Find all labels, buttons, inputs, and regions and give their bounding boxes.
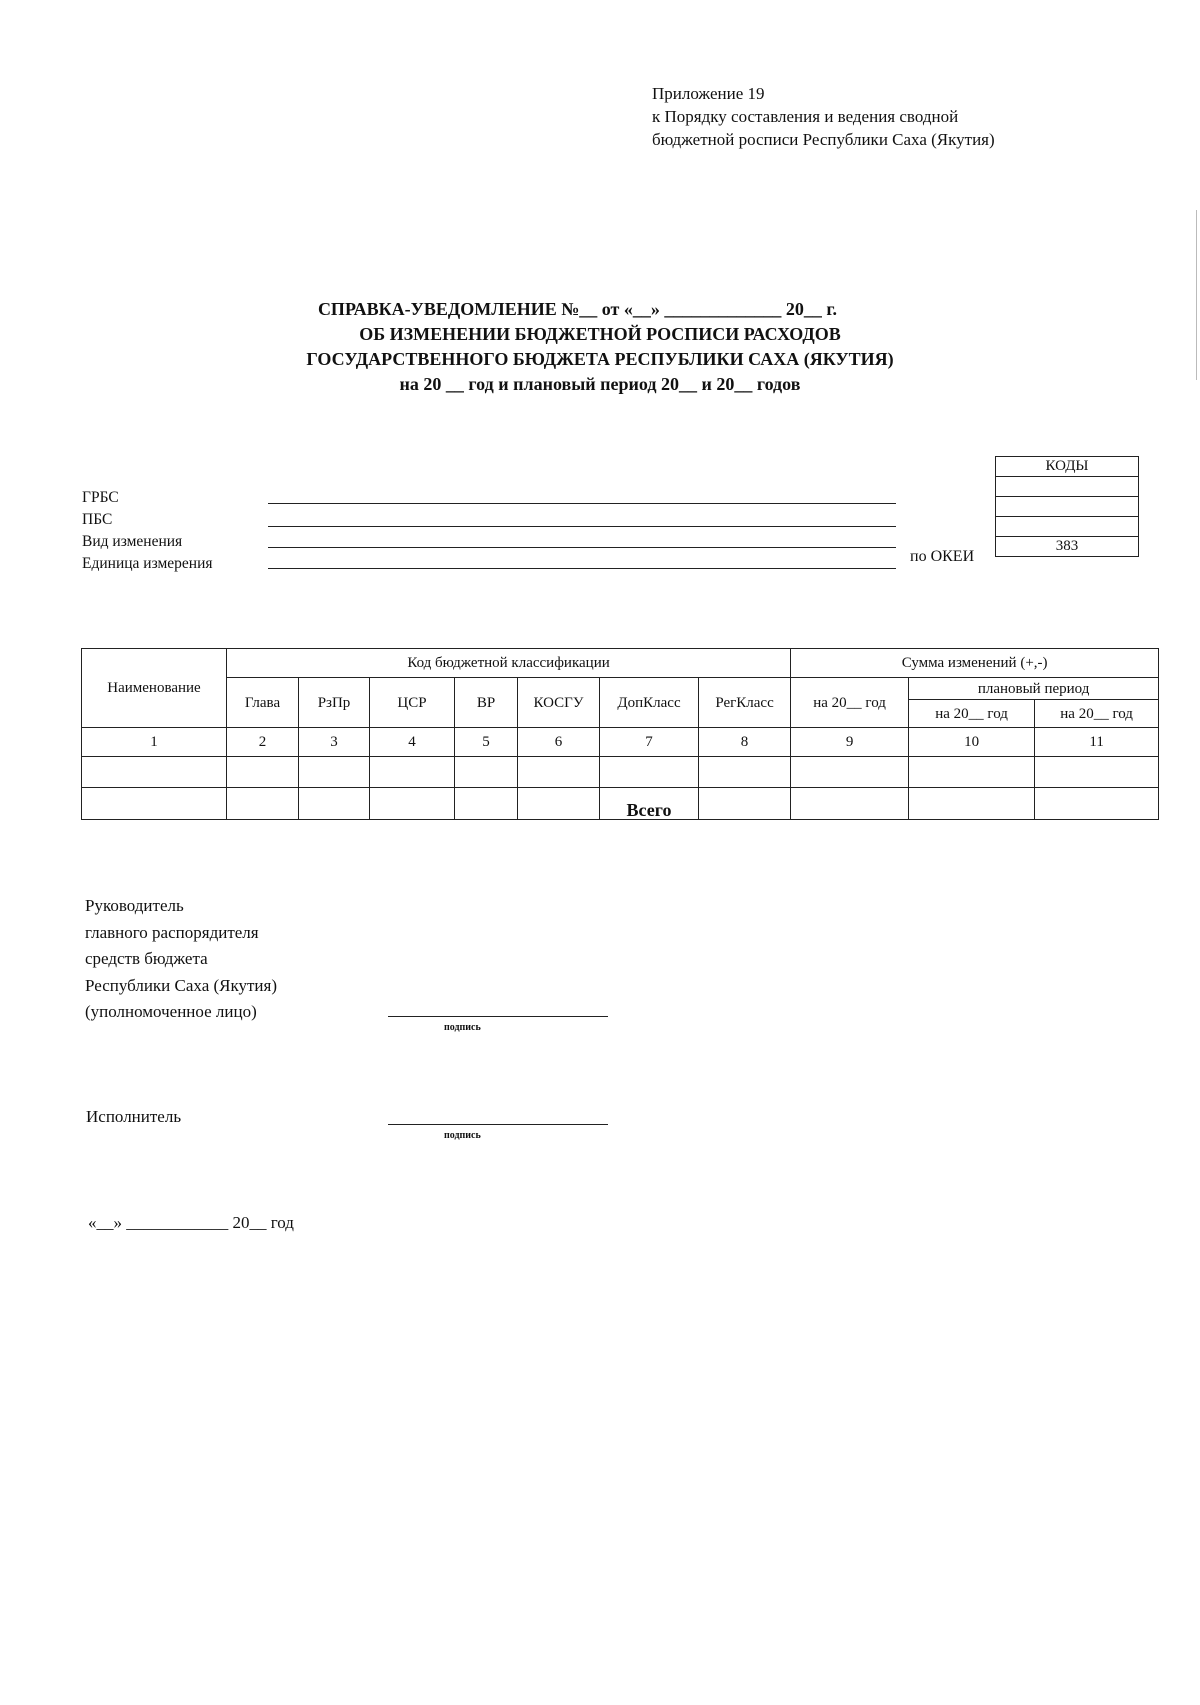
col-number: 8 [699, 728, 791, 757]
table-cell[interactable] [455, 757, 518, 788]
head-line-2: главного распорядителя [85, 922, 259, 942]
code-change-type-cell[interactable] [996, 517, 1139, 537]
header-fields [82, 487, 213, 575]
appendix-line-3: бюджетной росписи Республики Саха (Якутия) [652, 130, 995, 149]
code-pbs-cell[interactable] [996, 497, 1139, 517]
head-signature-label [85, 893, 277, 1026]
col-vr: ВР [455, 678, 518, 728]
table-row [82, 757, 1159, 788]
col-rzpr: РзПр [299, 678, 370, 728]
change-type-label: Вид изменения [82, 533, 183, 550]
col-number: 4 [370, 728, 455, 757]
table-cell[interactable] [82, 788, 227, 820]
table-cell[interactable] [1035, 757, 1159, 788]
head-signature-line[interactable] [388, 1016, 608, 1017]
total-cell[interactable] [791, 788, 909, 820]
col-csr: ЦСР [370, 678, 455, 728]
col-number: 9 [791, 728, 909, 757]
executor-signature-line[interactable] [388, 1124, 608, 1125]
total-cell[interactable] [1035, 788, 1159, 820]
table-cell[interactable] [370, 757, 455, 788]
table-cell[interactable] [699, 757, 791, 788]
table-cell[interactable] [455, 788, 518, 820]
executor-label: Исполнитель [86, 1107, 182, 1126]
code-okei-cell: 383 [996, 537, 1139, 557]
classification-header: Код бюджетной классификации [227, 649, 791, 678]
appendix-line-1: Приложение 19 [652, 84, 765, 103]
codes-table [995, 456, 1139, 557]
unit-label: Единица измерения [82, 555, 213, 572]
table-cell[interactable] [299, 788, 370, 820]
name-header: Наименование [82, 649, 227, 728]
pbs-label: ПБС [82, 511, 113, 528]
planned-period-header: плановый период [909, 678, 1159, 700]
grbs-label: ГРБС [82, 489, 119, 506]
total-cell[interactable] [909, 788, 1035, 820]
col-number: 3 [299, 728, 370, 757]
change-type-field[interactable] [268, 547, 896, 548]
head-line-4: Республики Саха (Якутия) [85, 975, 278, 995]
head-line-5: (уполномоченное лицо) [85, 1002, 257, 1021]
table-cell[interactable] [791, 757, 909, 788]
sum-changes-header: Сумма изменений (+,-) [791, 649, 1159, 678]
table-cell[interactable] [82, 757, 227, 788]
title-line-2: ОБ ИЗМЕНЕНИИ БЮДЖЕТНОЙ РОСПИСИ РАСХОДОВ [359, 324, 841, 344]
title-line-3: ГОСУДАРСТВЕННОГО БЮДЖЕТА РЕСПУБЛИКИ САХА (ЯКУТИЯ) [306, 349, 894, 369]
col-glava: Глава [227, 678, 299, 728]
col-number: 1 [82, 728, 227, 757]
table-cell[interactable] [227, 788, 299, 820]
budget-changes-table [81, 648, 1159, 820]
table-cell[interactable] [518, 788, 600, 820]
executor-signature-caption: подпись [444, 1130, 481, 1141]
okei-label: по ОКЕИ [910, 548, 975, 565]
col-plan-year-1: на 20__ год [909, 700, 1035, 728]
col-number: 11 [1035, 728, 1159, 757]
table-cell[interactable] [518, 757, 600, 788]
title-line-4: на 20 __ год и плановый период 20__ и 20__ годов [399, 374, 801, 394]
table-cell[interactable] [227, 757, 299, 788]
date-line: «__» ____________ 20__ год [88, 1213, 294, 1232]
col-dopklass: ДопКласс [600, 678, 699, 728]
col-kosgu: КОСГУ [518, 678, 600, 728]
table-cell[interactable] [909, 757, 1035, 788]
code-grbs-cell[interactable] [996, 477, 1139, 497]
table-cell[interactable] [600, 757, 699, 788]
appendix-line-2: к Порядку составления и ведения сводной [652, 107, 959, 126]
col-number: 5 [455, 728, 518, 757]
title-line-1: СПРАВКА-УВЕДОМЛЕНИЕ №__ от «__» _____________ 20__ г. [317, 299, 838, 319]
appendix-note [652, 82, 995, 151]
total-label: Всего [600, 788, 699, 820]
col-number: 7 [600, 728, 699, 757]
total-cell[interactable] [699, 788, 791, 820]
total-row [82, 788, 1159, 820]
pbs-field[interactable] [268, 526, 896, 527]
col-number: 10 [909, 728, 1035, 757]
unit-field[interactable] [268, 568, 896, 569]
head-signature-caption: подпись [444, 1022, 481, 1033]
col-plan-year-2: на 20__ год [1035, 700, 1159, 728]
col-current-year: на 20__ год [791, 678, 909, 728]
grbs-field[interactable] [268, 503, 896, 504]
head-line-3: средств бюджета [85, 949, 208, 968]
col-number: 6 [518, 728, 600, 757]
document-title [0, 297, 1200, 397]
table-cell[interactable] [370, 788, 455, 820]
col-number: 2 [227, 728, 299, 757]
codes-header: КОДЫ [996, 457, 1139, 477]
col-regklass: РегКласс [699, 678, 791, 728]
table-cell[interactable] [299, 757, 370, 788]
head-line-1: Руководитель [85, 896, 184, 915]
